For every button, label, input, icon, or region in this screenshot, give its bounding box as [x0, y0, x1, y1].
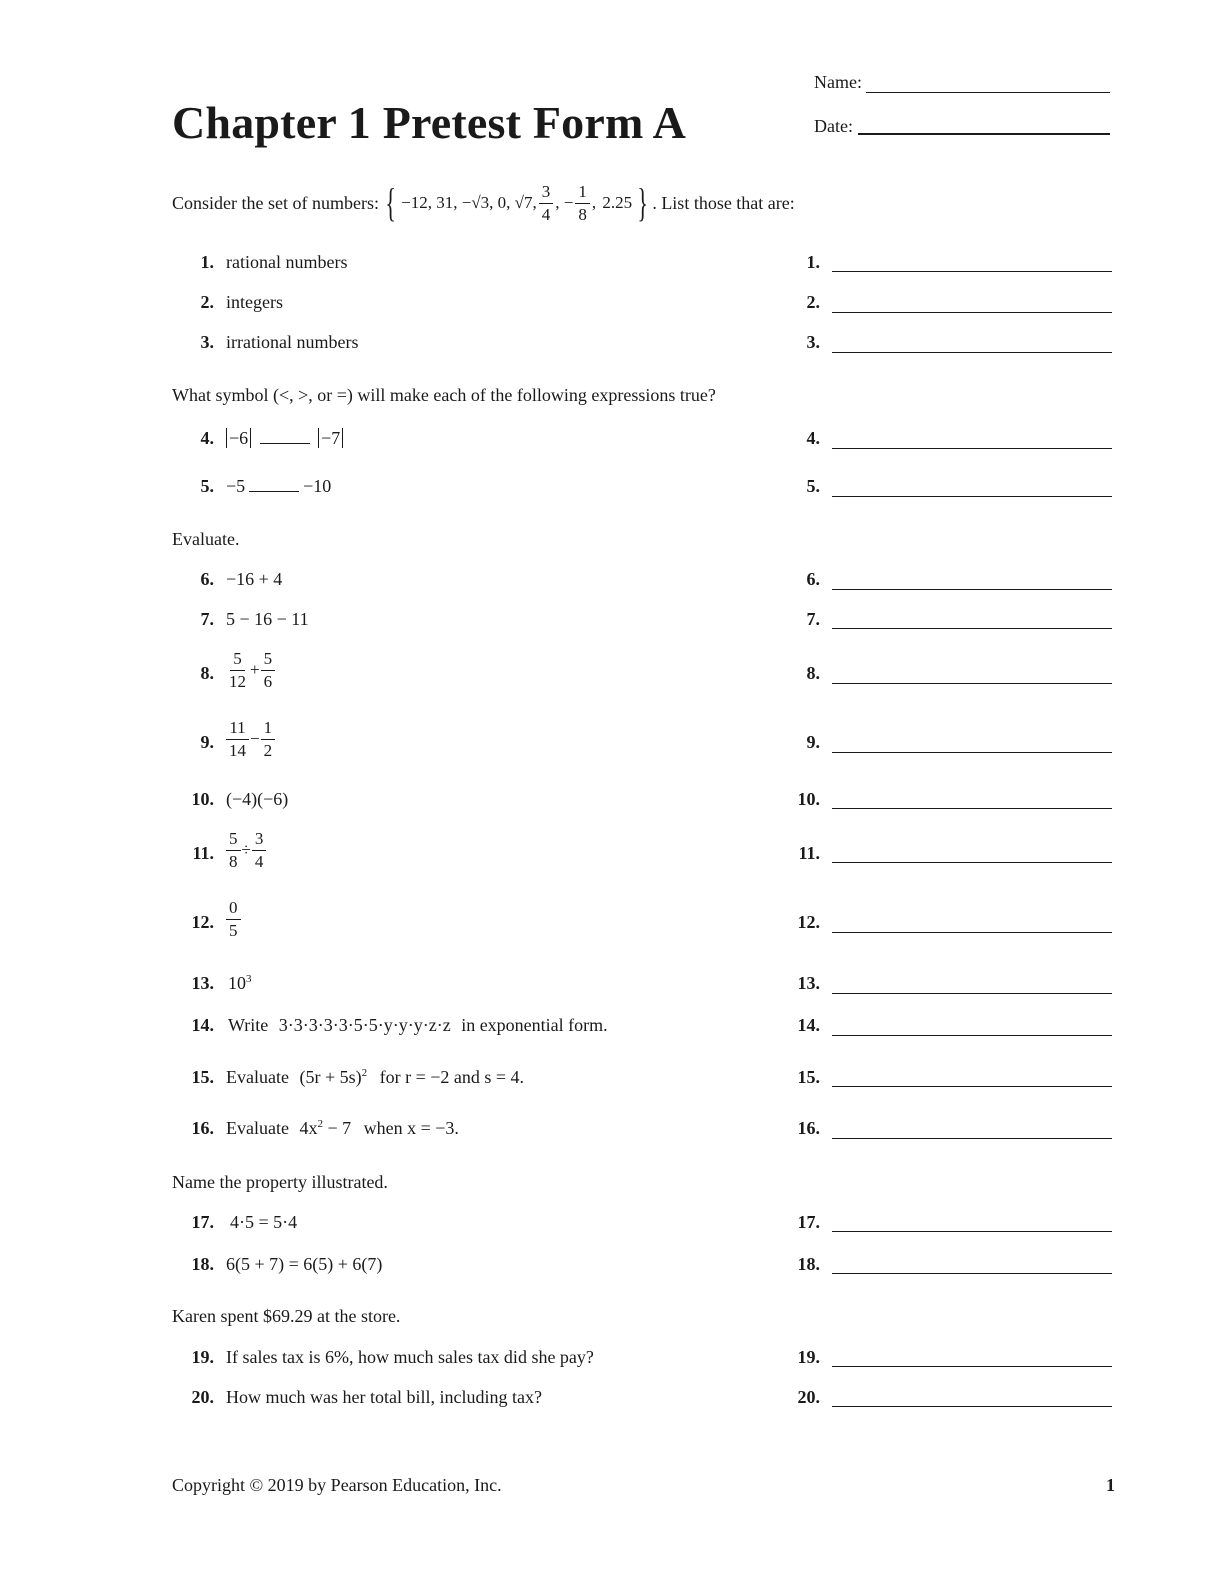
comma-minus: , −	[555, 193, 574, 212]
fraction-den: 8	[578, 204, 587, 224]
set-items: −12, 31, −√3, 0, √7,	[401, 193, 537, 212]
question-number: 20.	[191, 1387, 214, 1407]
fraction-den: 4	[541, 204, 551, 224]
fraction-num: 5	[261, 650, 276, 671]
fraction	[261, 719, 276, 760]
question-prefix: Evaluate	[226, 1118, 289, 1138]
math-expression: (5r + 5s)	[299, 1067, 362, 1087]
exponent: 3	[246, 973, 252, 985]
question-suffix: when x = −3.	[363, 1118, 459, 1138]
answer-line[interactable]	[832, 1273, 1112, 1274]
page-number: 1	[1106, 1475, 1115, 1495]
answer-number: 5.	[806, 476, 820, 496]
math-expression: − 7	[322, 1118, 352, 1138]
set-fraction-3-4	[539, 183, 554, 224]
date-label: Date:	[814, 116, 853, 136]
answer-number: 16.	[797, 1118, 820, 1138]
symbol-blank[interactable]	[260, 443, 310, 444]
question-text	[226, 1067, 524, 1088]
question-text: irrational numbers	[226, 332, 359, 352]
question-text: If sales tax is 6%, how much sales tax did she pay?	[226, 1347, 594, 1367]
question-number: 8.	[200, 663, 214, 683]
question-prefix: Evaluate	[226, 1067, 289, 1087]
answer-line[interactable]	[832, 271, 1112, 272]
question-number: 11.	[192, 843, 214, 863]
expr-right: −10	[303, 476, 332, 496]
question-number: 17.	[191, 1212, 214, 1232]
question-number: 12.	[191, 912, 214, 932]
question-text: (−4)(−6)	[226, 789, 289, 809]
answer-number: 12.	[797, 912, 820, 932]
answer-line[interactable]	[832, 1366, 1112, 1367]
exponent: 2	[317, 1118, 323, 1130]
fraction-num: 1	[575, 183, 590, 204]
answer-number: 13.	[797, 973, 820, 993]
section-intro-set	[172, 176, 795, 230]
exponent-base: 10	[228, 973, 246, 993]
answer-line[interactable]	[832, 496, 1112, 497]
operator: +	[250, 660, 260, 680]
section-intro-property: Name the property illustrated.	[172, 1172, 388, 1192]
intro-suffix: . List those that are:	[652, 192, 795, 213]
fraction	[226, 830, 241, 871]
fraction-num: 5	[226, 830, 241, 851]
date-field[interactable]	[858, 133, 1110, 135]
answer-line[interactable]	[832, 1035, 1112, 1036]
fraction	[226, 719, 249, 760]
answer-line[interactable]	[832, 352, 1112, 353]
answer-line[interactable]	[832, 683, 1112, 684]
question-number: 9.	[200, 732, 214, 752]
answer-number: 1.	[806, 252, 820, 272]
fraction-num: 1	[261, 719, 276, 740]
operator: −	[250, 729, 260, 749]
question-number: 14.	[191, 1015, 214, 1035]
fraction-num: 0	[226, 899, 241, 920]
answer-line[interactable]	[832, 448, 1112, 449]
fraction	[226, 650, 249, 691]
question-number: 15.	[191, 1067, 214, 1087]
fraction-den: 2	[263, 740, 273, 760]
fraction-den: 5	[229, 920, 238, 940]
set-fraction-1-8	[575, 183, 590, 224]
question-text: How much was her total bill, including tax?	[226, 1387, 542, 1407]
question-number: 10.	[191, 789, 214, 809]
set-item-2-25: 2.25	[602, 193, 633, 212]
symbol-blank[interactable]	[249, 491, 299, 492]
abs-value-right: −7	[318, 428, 343, 448]
answer-line[interactable]	[832, 752, 1112, 753]
question-expression	[226, 899, 241, 940]
question-number: 4.	[200, 428, 214, 448]
answer-line[interactable]	[832, 993, 1112, 994]
answer-line[interactable]	[832, 589, 1112, 590]
question-number: 19.	[191, 1347, 214, 1367]
question-number: 1.	[200, 252, 214, 272]
answer-line[interactable]	[832, 1231, 1112, 1232]
question-expression	[226, 830, 266, 871]
question-number: 16.	[191, 1118, 214, 1138]
question-text: integers	[226, 292, 283, 312]
answer-number: 7.	[806, 609, 820, 629]
math-expression: 4x	[299, 1118, 318, 1138]
question-expression	[226, 719, 275, 760]
answer-line[interactable]	[832, 932, 1112, 933]
answer-number: 17.	[797, 1212, 820, 1232]
answer-number: 2.	[806, 292, 820, 312]
answer-line[interactable]	[832, 808, 1112, 809]
question-text: rational numbers	[226, 252, 348, 272]
fraction-den: 14	[229, 740, 246, 760]
left-brace: {	[385, 180, 396, 225]
page-title: Chapter 1 Pretest Form A	[172, 97, 687, 148]
answer-number: 20.	[797, 1387, 820, 1407]
fraction	[226, 899, 241, 940]
answer-line[interactable]	[832, 1406, 1112, 1407]
question-expression	[226, 428, 343, 449]
question-text: −16 + 4	[226, 569, 283, 589]
question-number: 7.	[200, 609, 214, 629]
answer-line[interactable]	[832, 1086, 1112, 1087]
fraction-num: 3	[252, 830, 267, 851]
answer-number: 18.	[797, 1254, 820, 1274]
expr-left: −5	[226, 476, 246, 496]
fraction-den: 12	[229, 671, 246, 691]
fraction	[252, 830, 267, 871]
answer-number: 14.	[797, 1015, 820, 1035]
fraction-den: 6	[263, 671, 273, 691]
question-number: 18.	[191, 1254, 214, 1274]
answer-number: 3.	[806, 332, 820, 352]
question-text: 6(5 + 7) = 6(5) + 6(7)	[226, 1254, 383, 1274]
operator: ÷	[241, 840, 251, 860]
answer-line[interactable]	[832, 862, 1112, 863]
fraction-num: 11	[226, 719, 248, 740]
question-prefix: Write	[228, 1015, 269, 1035]
question-expression	[226, 476, 331, 497]
fraction-num: 3	[539, 183, 554, 204]
comma: ,	[591, 193, 601, 212]
fraction-num: 5	[230, 650, 245, 671]
name-label: Name:	[814, 72, 862, 92]
question-expression	[228, 973, 252, 994]
question-number: 5.	[200, 476, 214, 496]
question-text: 4·5 = 5·4	[230, 1212, 298, 1232]
answer-number: 19.	[797, 1347, 820, 1367]
math-expression: 3·3·3·3·3·5·5·y·y·y·z·z	[278, 1015, 451, 1035]
fraction	[261, 650, 276, 691]
section-intro-symbols: What symbol (<, >, or =) will make each of the following expressions true?	[172, 385, 716, 405]
question-number: 6.	[200, 569, 214, 589]
answer-number: 15.	[797, 1067, 820, 1087]
answer-number: 9.	[806, 732, 820, 752]
section-intro-evaluate: Evaluate.	[172, 529, 240, 549]
question-text: 5 − 16 − 11	[226, 609, 309, 629]
intro-prefix: Consider the set of numbers:	[172, 192, 379, 213]
question-suffix: in exponential form.	[461, 1015, 608, 1035]
answer-line[interactable]	[832, 628, 1112, 629]
question-number: 3.	[200, 332, 214, 352]
question-number: 13.	[191, 973, 214, 993]
question-text	[226, 1118, 459, 1139]
answer-number: 10.	[797, 789, 820, 809]
section-intro-store: Karen spent $69.29 at the store.	[172, 1306, 401, 1326]
answer-number: 8.	[806, 663, 820, 683]
question-text	[228, 1015, 608, 1036]
answer-number: 4.	[806, 428, 820, 448]
question-number: 2.	[200, 292, 214, 312]
right-brace: }	[637, 180, 648, 225]
fraction-den: 8	[229, 851, 238, 871]
answer-number: 6.	[806, 569, 820, 589]
copyright: Copyright © 2019 by Pearson Education, Inc.	[172, 1475, 502, 1495]
answer-line[interactable]	[832, 312, 1112, 313]
answer-number: 11.	[798, 843, 820, 863]
question-suffix: for r = −2 and s = 4.	[379, 1067, 525, 1087]
fraction-den: 4	[254, 851, 264, 871]
name-field[interactable]	[866, 92, 1110, 93]
question-expression	[226, 650, 275, 691]
exponent: 2	[361, 1067, 368, 1079]
abs-value-left: −6	[226, 428, 251, 448]
answer-line[interactable]	[832, 1138, 1112, 1139]
